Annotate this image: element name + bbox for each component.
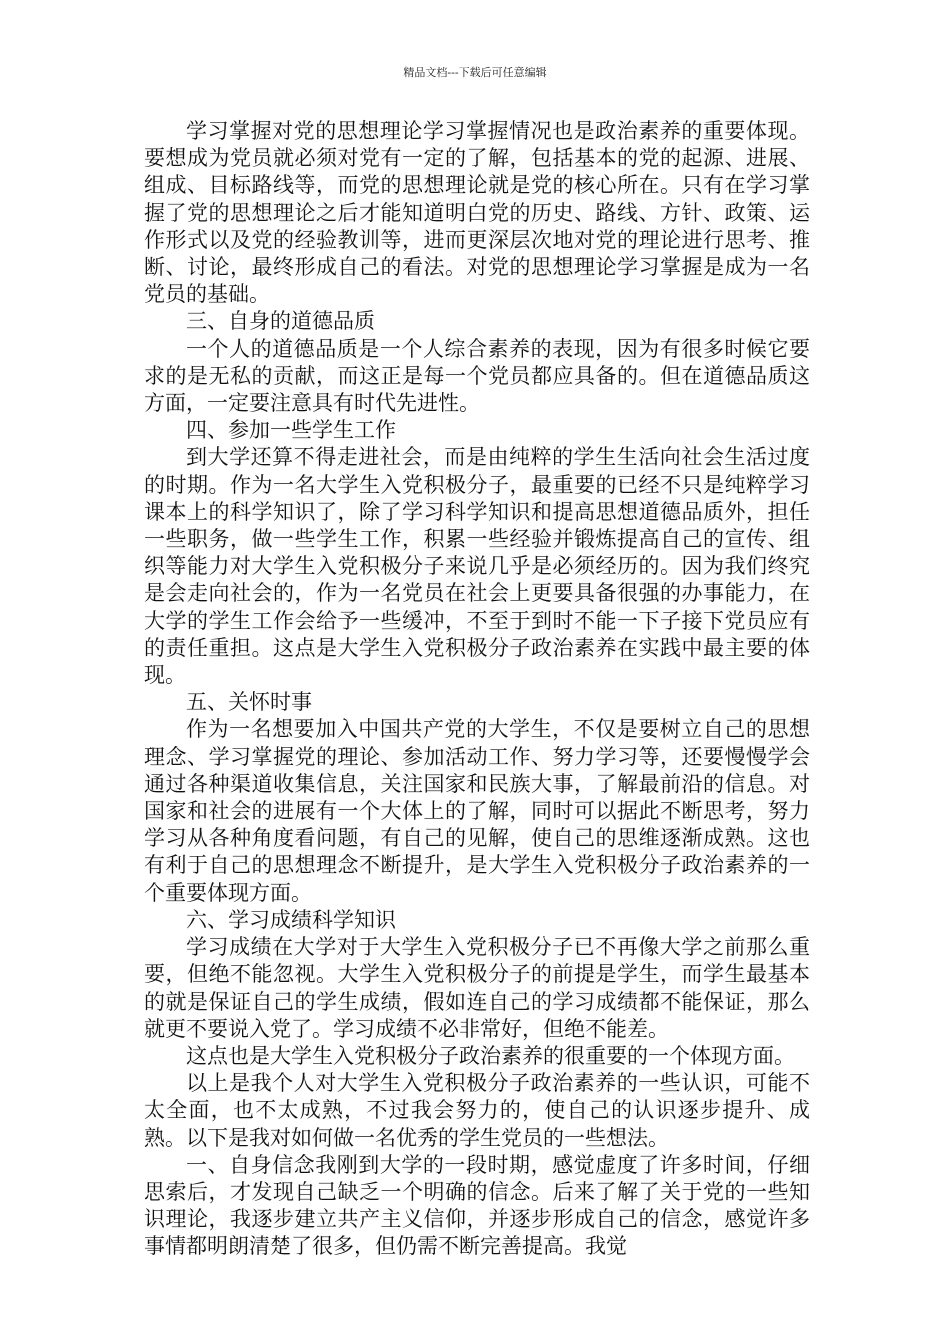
paragraph: 一、自身信念我刚到大学的一段时期，感觉虚度了许多时间，仔细思索后，才发现自己缺乏一个明确的信念。后来了解了关于党的一些知识理论，我逐步建立共产主义信仰，并逐步形成自己的信念，感觉许多事情都明朗清楚了很多，但仍需不断完善提高。我觉 (144, 1152, 810, 1259)
section-heading: 五、关怀时事 (186, 690, 312, 715)
paragraph: 作为一名想要加入中国共产党的大学生，不仅是要树立自己的思想理念、学习掌握党的理论、参加活动工作、努力学习等，还要慢慢学会通过各种渠道收集信息，关注国家和民族大事，了解最前沿的信息。对国家和社会的进展有一个大体上的了解，同时可以据此不断思考，努力学习从各种角度看问题，有自己的见解，使自己的思维逐渐成熟。这也有利于自己的思想理念不断提升，是大学生入党积极分子政治素养的一个重要体现方面。 (144, 717, 810, 905)
paragraph: 学习掌握对党的思想理论学习掌握情况也是政治素养的重要体现。要想成为党员就必须对党有一定的了解，包括基本的党的起源、进展、组成、目标路线等，而党的思想理论就是党的核心所在。只有在学习掌握了党的思想理论之后才能知道明白党的历史、路线、方针、政策、运作形式以及党的经验教训等，进而更深层次地对党的理论进行思考、推断、讨论，最终形成自己的看法。对党的思想理论学习掌握是成为一名党员的基础。 (144, 119, 810, 307)
paragraph: 一个人的道德品质是一个人综合素养的表现，因为有很多时候它要求的是无私的贡献，而这正是每一个党员都应具备的。但在道德品质这方面，一定要注意具有时代先进性。 (144, 336, 810, 416)
paragraph: 到大学还算不得走进社会，而是由纯粹的学生生活向社会生活过度的时期。作为一名大学生入党积极分子，最重要的已经不只是纯粹学习课本上的科学知识了，除了学习科学知识和提高思想道德品质外，担任一些职务，做一些学生工作，积累一些经验并锻炼提高自己的宣传、组织等能力对大学生入党积极分子来说几乎是必须经历的。因为我们终究是会走向社会的，作为一名党员在社会上更要具备很强的办事能力，在大学的学生工作会给予一些缓冲，不至于到时不能一下子接下党员应有的责任重担。这点是大学生入党积极分子政治素养在实践中最主要的体现。 (144, 445, 810, 688)
section-heading: 三、自身的道德品质 (186, 309, 375, 334)
section-heading: 六、学习成绩科学知识 (186, 907, 396, 932)
paragraph: 学习成绩在大学对于大学生入党积极分子已不再像大学之前那么重要，但绝不能忽视。大学生入党积极分子的前提是学生，而学生最基本的就是保证自己的学生成绩，假如连自己的学习成绩都不能保证，那么就更不要说入党了。学习成绩不必非常好，但绝不能差。 (144, 935, 810, 1041)
paragraph: 这点也是大学生入党积极分子政治素养的很重要的一个体现方面。 (186, 1043, 795, 1068)
paragraph: 以上是我个人对大学生入党积极分子政治素养的一些认识，可能不太全面，也不太成熟，不过我会努力的，使自己的认识逐步提升、成熟。以下是我对如何做一名优秀的学生党员的一些想法。 (144, 1071, 810, 1150)
section-heading: 四、参加一些学生工作 (186, 418, 396, 443)
document-body (144, 118, 810, 1261)
page-header: 精品文档---下载后可任意编辑 (403, 66, 547, 79)
